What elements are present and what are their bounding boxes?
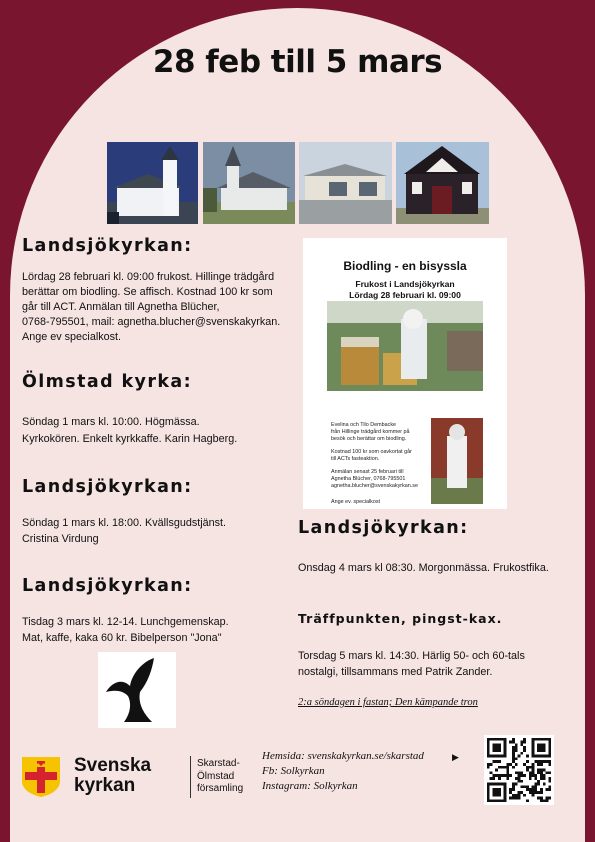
text-line: Ölmstad — [197, 770, 235, 782]
event-poster — [303, 238, 507, 509]
text-line: Mat, kaffe, kaka 60 kr. Bibelperson "Jona" — [22, 632, 222, 644]
instagram-link[interactable]: Solkyrkan — [313, 780, 358, 792]
section-heading-landsjo-1: Landsjökyrkan: — [22, 236, 193, 256]
text-line: Ange ev specialkost. — [22, 331, 122, 343]
facebook-link[interactable]: Solkyrkan — [280, 765, 325, 777]
section-text-landsjo-1 — [22, 270, 280, 345]
poster-text-diet: Ange ev. specialkost — [331, 499, 381, 505]
text-line: från Hillinge trädgård kommer på — [331, 429, 410, 436]
text-line: Anmälan senast 25 februari till — [331, 469, 404, 475]
text-line: Kyrkokören. Enkelt kyrkkaffe. Karin Hagberg. — [22, 433, 238, 445]
poster-title: Biodling - en bisyssla — [343, 259, 467, 273]
poster-text-signup — [331, 469, 418, 491]
text-line: besök och berättar om biodling. — [331, 436, 407, 443]
text-line: Evelina och Tilo Dembacke — [331, 422, 397, 428]
section-text-landsjo-4 — [298, 561, 549, 576]
qr-code-icon — [484, 735, 554, 805]
poster-text-intro — [331, 422, 410, 444]
section-heading-traffpunkten: Träffpunkten, pingst-kax. — [298, 611, 503, 626]
cross-shield-icon — [22, 757, 60, 797]
brand-line-2: kyrkan — [74, 775, 136, 796]
poster-text-cost — [331, 449, 412, 463]
section-heading-landsjo-4: Landsjökyrkan: — [298, 518, 469, 538]
poster-date: Lördag 28 februari kl. 09:00 — [349, 290, 461, 300]
contact-links — [262, 749, 424, 794]
svenska-kyrkan-logo — [22, 755, 244, 798]
section-heading-landsjo-2: Landsjökyrkan: — [22, 477, 193, 497]
church-photo-1 — [107, 142, 198, 224]
text-line: församling — [197, 783, 244, 794]
section-heading-olmstad: Ölmstad kyrka: — [22, 372, 193, 392]
brand-line-1: Svenska — [74, 755, 152, 776]
text-line: går till ACT. Anmälan till Agnetha Blücher, — [22, 301, 220, 313]
instagram-label: Instagram: — [262, 780, 311, 792]
church-photo-4 — [396, 142, 489, 224]
beekeeper-photo-2 — [431, 418, 483, 504]
whale-tail-image — [98, 652, 176, 728]
sunday-theme-note: 2:a söndagen i fastan; Den kämpande tron — [298, 697, 478, 708]
qr-code[interactable] — [484, 735, 554, 805]
logo-divider — [190, 756, 191, 798]
text-line: Onsdag 4 mars kl 08:30. Morgonmässa. Frukostfika. — [298, 562, 549, 574]
facebook-label: Fb: — [262, 765, 278, 777]
website-link[interactable]: svenskakyrkan.se/skarstad — [307, 750, 424, 762]
parish-name — [197, 758, 243, 796]
section-heading-landsjo-3: Landsjökyrkan: — [22, 576, 193, 596]
text-line: Skarstad- — [197, 758, 240, 769]
church-photo-2 — [203, 142, 295, 224]
church-photo-3 — [299, 142, 392, 224]
text-line: Tisdag 3 mars kl. 12-14. Lunchgemenskap. — [22, 616, 229, 628]
section-text-olmstad — [22, 414, 237, 448]
text-line: Söndag 1 mars kl. 18:00. Kvällsgudstjänst. — [22, 517, 227, 529]
text-line: agnetha.blucher@svenskakyrkan.se — [331, 483, 418, 490]
website-label: Hemsida: — [262, 750, 305, 762]
text-line: Söndag 1 mars kl. 10:00. Högmässa. — [22, 416, 200, 428]
facebook-line[interactable] — [262, 764, 424, 779]
poster-subtitle: Frukost i Landsjökyrkan — [355, 279, 455, 289]
section-text-landsjo-3 — [22, 614, 229, 646]
instagram-line[interactable] — [262, 779, 424, 794]
text-line: Torsdag 5 mars kl. 14:30. Härlig 50- och 60-tals — [298, 650, 525, 662]
text-line: Agnetha Blücher, 0768-795501 — [331, 476, 406, 483]
page-title: 28 feb till 5 mars — [152, 44, 443, 80]
website-line[interactable] — [262, 749, 424, 764]
beekeeper-photo — [327, 301, 483, 391]
text-line: 0768-795501, mail: agnetha.blucher@svenskakyrkan. — [22, 316, 281, 328]
play-arrow-icon: ▶ — [452, 752, 459, 762]
text-line: Lördag 28 februari kl. 09:00 frukost. Hillinge trädgård — [22, 271, 275, 283]
section-text-landsjo-2 — [22, 515, 226, 547]
text-line: Kostnad 100 kr som oavkortat går — [331, 449, 412, 455]
text-line: till ACTs fasteaktion. — [331, 456, 380, 463]
section-text-traffpunkten — [298, 648, 525, 680]
text-line: nostalgi, tillsammans med Patrik Zander. — [298, 666, 493, 678]
text-line: Cristina Virdung — [22, 533, 99, 545]
text-line: berättar om biodling. Se affisch. Kostnad 100 kr som — [22, 286, 273, 298]
